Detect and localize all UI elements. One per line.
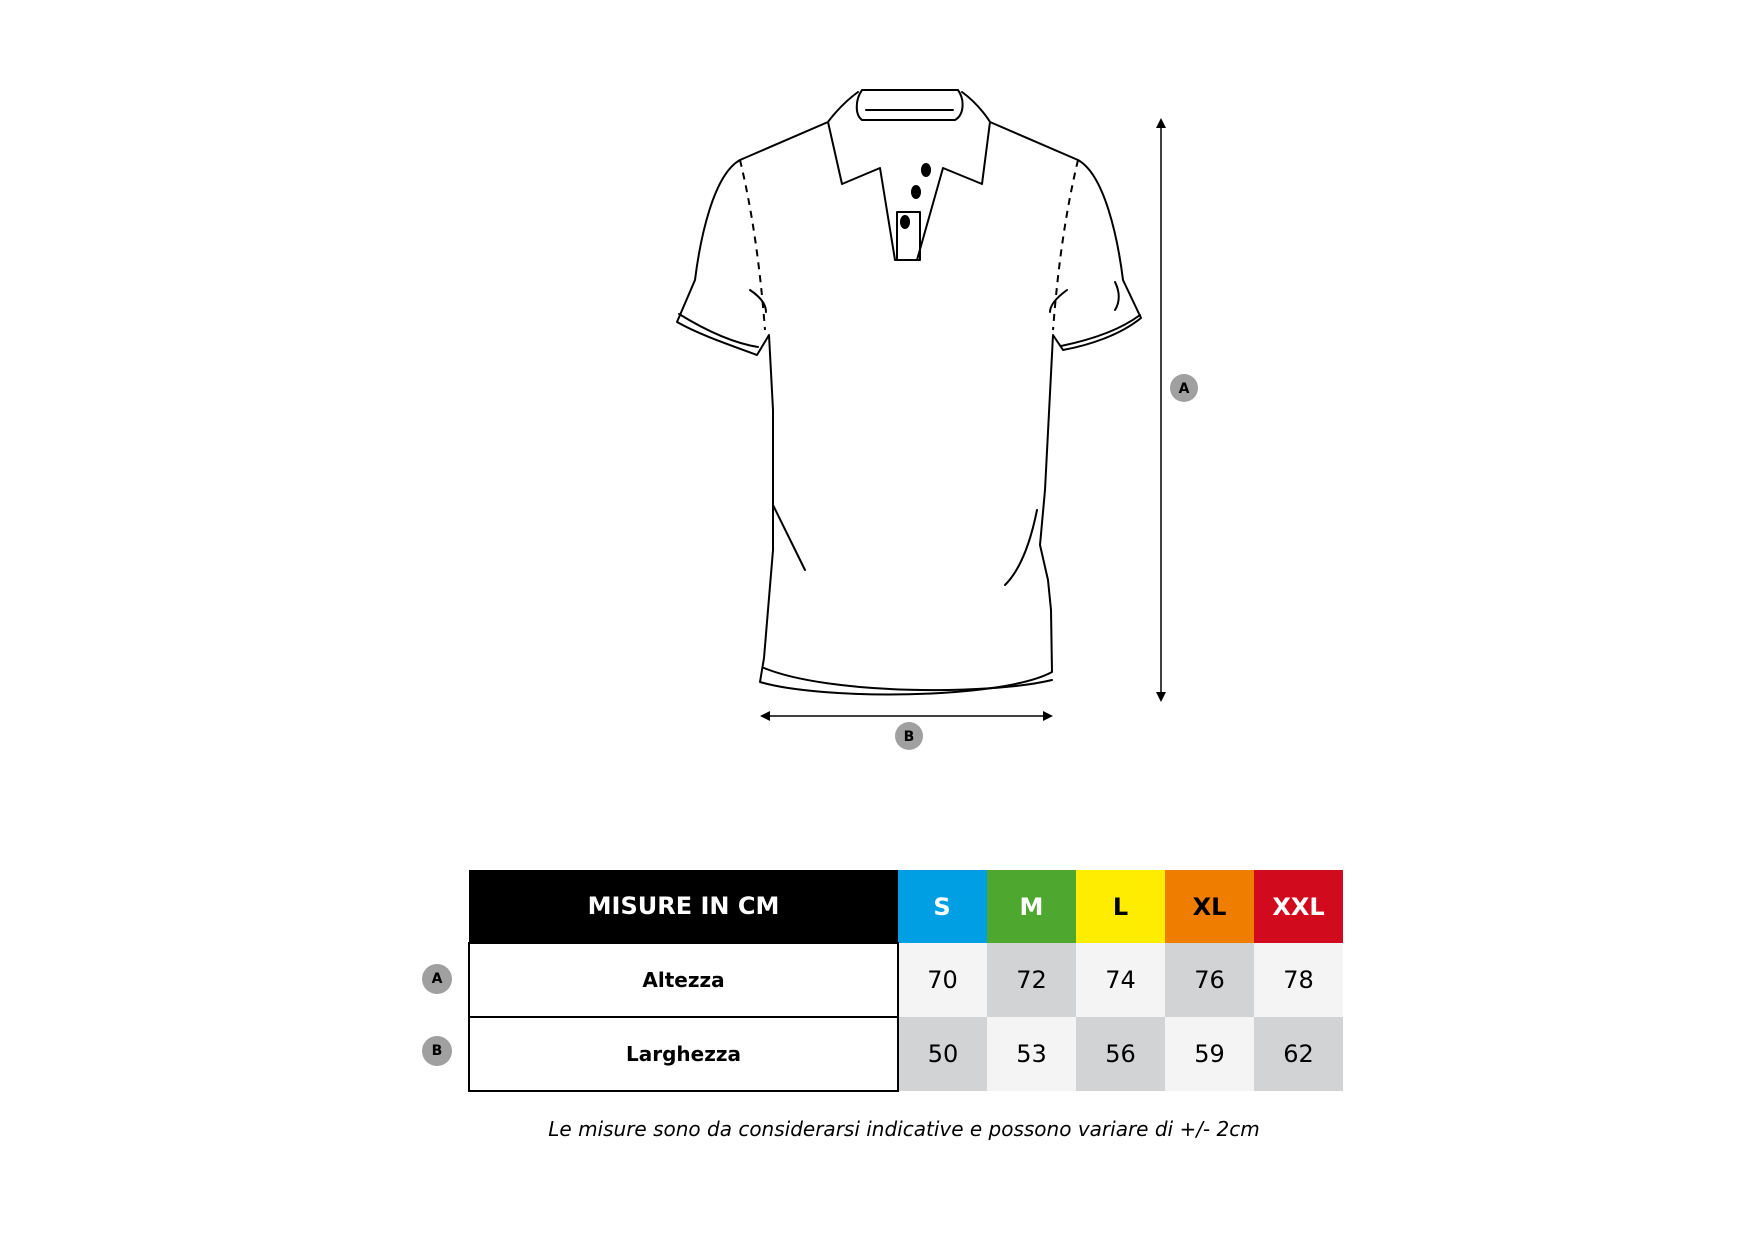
value-cell: 78 [1254,943,1343,1017]
size-table [468,870,1343,1092]
value-cell: 74 [1076,943,1165,1017]
table-header-row [469,870,1343,943]
marker-b-label: B [903,729,915,745]
polo-shirt-outline [677,90,1141,694]
value-cell: 59 [1165,1017,1254,1091]
shoulder-seams [740,160,1078,330]
size-header-xxl: XXL [1254,870,1343,943]
row-label-larghezza: Larghezza [469,1017,898,1091]
row-label-altezza: Altezza [469,943,898,1017]
table-row [469,1017,1343,1091]
size-header-xl: XL [1165,870,1254,943]
header-title: MISURE IN CM [469,870,898,943]
buttons [900,163,931,229]
value-cell: 53 [987,1017,1076,1091]
value-cell: 62 [1254,1017,1343,1091]
disclaimer-note: Le misure sono da considerarsi indicative e possono variare di +/- 2cm [548,1117,1260,1141]
size-header-m: M [987,870,1076,943]
marker-a-badge [1170,374,1198,402]
value-cell: 70 [898,943,987,1017]
value-cell: 72 [987,943,1076,1017]
size-header-s: S [898,870,987,943]
marker-b-badge [895,722,923,750]
table-row [469,943,1343,1017]
value-cell: 76 [1165,943,1254,1017]
size-header-l: L [1076,870,1165,943]
marker-a-label: A [1178,381,1190,397]
row-marker-a: A [422,964,452,994]
row-marker-b: B [422,1036,452,1066]
value-cell: 50 [898,1017,987,1091]
value-cell: 56 [1076,1017,1165,1091]
